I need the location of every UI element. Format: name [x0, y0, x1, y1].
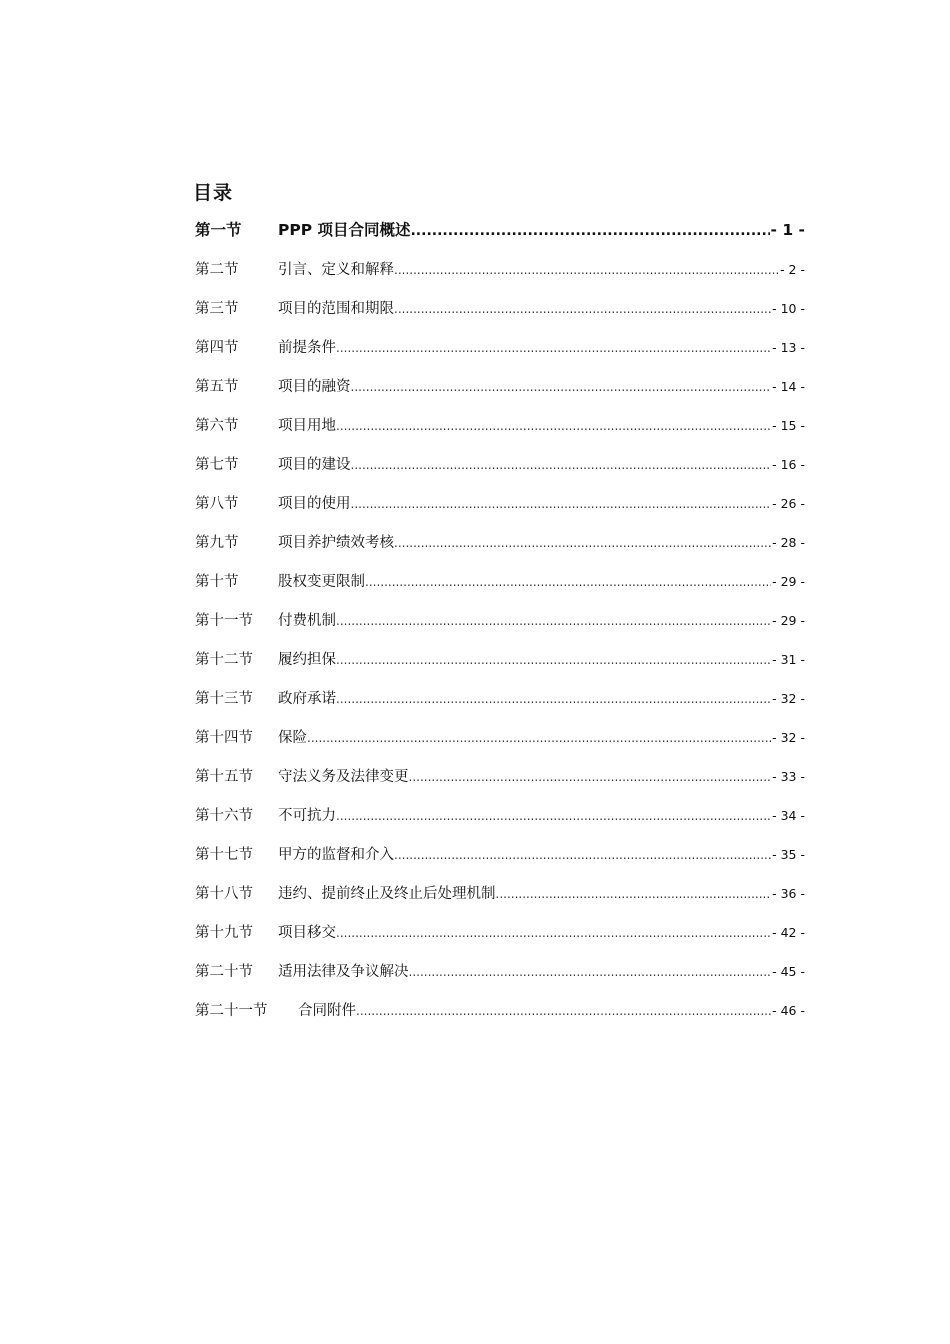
toc-entry-page: - 32 - [772, 691, 805, 706]
toc-entry-section: 第二十一节 [195, 1003, 268, 1019]
toc-entry[interactable] [195, 679, 805, 718]
toc-dot-leader [496, 875, 772, 914]
toc-entry[interactable] [195, 991, 805, 1030]
toc-entry[interactable] [195, 289, 805, 328]
toc-entry[interactable] [195, 406, 805, 445]
toc-entry-page: - 16 - [772, 457, 805, 472]
toc-entry[interactable] [195, 874, 805, 913]
toc-entry-label: 守法义务及法律变更 [278, 769, 409, 785]
toc-entry-section: 第七节 [195, 457, 239, 473]
toc-entry-page: - 45 - [772, 964, 805, 979]
toc-entry[interactable] [195, 328, 805, 367]
toc-dot-leader [336, 329, 771, 368]
toc-entry-section: 第十九节 [195, 925, 253, 941]
toc-entry[interactable] [195, 952, 805, 991]
toc-entry-page: - 28 - [772, 535, 805, 550]
toc-entry-section: 第四节 [195, 340, 239, 356]
toc-dot-leader [336, 797, 771, 836]
toc-entry-page: - 10 - [772, 301, 805, 316]
toc-entry-page: - 35 - [772, 847, 805, 862]
toc-dot-leader [394, 251, 779, 290]
toc-dot-leader [351, 485, 772, 524]
toc-entry[interactable] [195, 913, 805, 952]
toc-entry-label: 项目的建设 [278, 457, 351, 473]
toc-entry-label: 适用法律及争议解决 [278, 964, 409, 980]
toc-entry-label: 项目用地 [278, 418, 336, 434]
toc-entry-page: - 33 - [772, 769, 805, 784]
toc-entry-label: 股权变更限制 [278, 574, 365, 590]
toc-entry[interactable] [195, 796, 805, 835]
toc-entry-section: 第十三节 [195, 691, 253, 707]
toc-entry-label: 项目的范围和期限 [278, 301, 394, 317]
toc-dot-leader [336, 680, 771, 719]
toc-dot-leader [410, 212, 769, 251]
toc-entry-page: - 2 - [780, 262, 805, 277]
toc-entry-page: - 34 - [772, 808, 805, 823]
toc-entry[interactable] [195, 484, 805, 523]
toc-entry-section: 第十八节 [195, 886, 253, 902]
toc-entry-section: 第五节 [195, 379, 239, 395]
toc-entry-label: 违约、提前终止及终止后处理机制 [278, 886, 496, 902]
toc-entry-label: 项目的使用 [278, 496, 351, 512]
toc-entry-label: 合同附件 [298, 1003, 356, 1019]
toc-dot-leader [394, 836, 771, 875]
toc-entry-page: - 14 - [772, 379, 805, 394]
toc-entry-page: - 26 - [772, 496, 805, 511]
toc-entry[interactable] [195, 523, 805, 562]
toc-entry[interactable] [195, 835, 805, 874]
toc-entry[interactable] [195, 445, 805, 484]
toc-entry[interactable] [195, 757, 805, 796]
toc-entry-section: 第六节 [195, 418, 239, 434]
toc-entry-page: - 31 - [772, 652, 805, 667]
toc-entry[interactable] [195, 562, 805, 601]
toc-dot-leader [394, 524, 771, 563]
toc-entry[interactable] [195, 250, 805, 289]
toc-entry-page: - 46 - [772, 1003, 805, 1018]
toc-entry[interactable] [195, 367, 805, 406]
toc-entry-page: - 29 - [772, 613, 805, 628]
toc-entry-label: 履约担保 [278, 652, 336, 668]
toc-entry-section: 第十二节 [195, 652, 253, 668]
toc-entry[interactable] [195, 718, 805, 757]
toc-entry-section: 第八节 [195, 496, 239, 512]
toc-entry[interactable] [195, 211, 805, 250]
toc-entry-label: 政府承诺 [278, 691, 336, 707]
toc-entry-page: - 32 - [772, 730, 805, 745]
toc-dot-leader [351, 446, 772, 485]
toc-dot-leader [356, 992, 771, 1031]
toc-dot-leader [336, 602, 771, 641]
toc-dot-leader [336, 641, 771, 680]
toc-entry-page: - 13 - [772, 340, 805, 355]
toc-entry-page: - 1 - [770, 221, 805, 239]
toc-entry-page: - 15 - [772, 418, 805, 433]
toc-entry-section: 第二节 [195, 262, 239, 278]
toc-entry-section: 第十节 [195, 574, 239, 590]
toc-title: 目录 [193, 182, 234, 204]
toc-entry-label: 不可抗力 [278, 808, 336, 824]
toc-dot-leader [394, 290, 771, 329]
toc-entry-section: 第十六节 [195, 808, 253, 824]
toc-entry-section: 第十一节 [195, 613, 253, 629]
toc-entry-label: 付费机制 [278, 613, 336, 629]
toc-entry-label: 前提条件 [278, 340, 336, 356]
toc-entry-section: 第三节 [195, 301, 239, 317]
toc-entry-section: 第十四节 [195, 730, 253, 746]
toc-dot-leader [409, 758, 772, 797]
toc-dot-leader [365, 563, 771, 602]
toc-dot-leader [336, 914, 771, 953]
toc-entry-section: 第二十节 [195, 964, 253, 980]
toc-list [195, 211, 805, 1030]
toc-entry-page: - 36 - [772, 886, 805, 901]
toc-entry-section: 第十五节 [195, 769, 253, 785]
toc-entry-section: 第一节 [195, 221, 242, 239]
toc-entry-label: 甲方的监督和介入 [278, 847, 394, 863]
toc-entry-label: 项目的融资 [278, 379, 351, 395]
toc-dot-leader [409, 953, 772, 992]
toc-entry-label: PPP 项目合同概述 [278, 221, 411, 239]
toc-dot-leader [336, 407, 771, 446]
toc-dot-leader [307, 719, 771, 758]
toc-entry-label: 引言、定义和解释 [278, 262, 394, 278]
toc-entry-page: - 42 - [772, 925, 805, 940]
toc-entry[interactable] [195, 640, 805, 679]
toc-entry[interactable] [195, 601, 805, 640]
toc-entry-page: - 29 - [772, 574, 805, 589]
toc-dot-leader [351, 368, 772, 407]
toc-entry-label: 保险 [278, 730, 307, 746]
toc-entry-section: 第十七节 [195, 847, 253, 863]
toc-entry-label: 项目移交 [278, 925, 336, 941]
toc-entry-label: 项目养护绩效考核 [278, 535, 394, 551]
toc-entry-section: 第九节 [195, 535, 239, 551]
